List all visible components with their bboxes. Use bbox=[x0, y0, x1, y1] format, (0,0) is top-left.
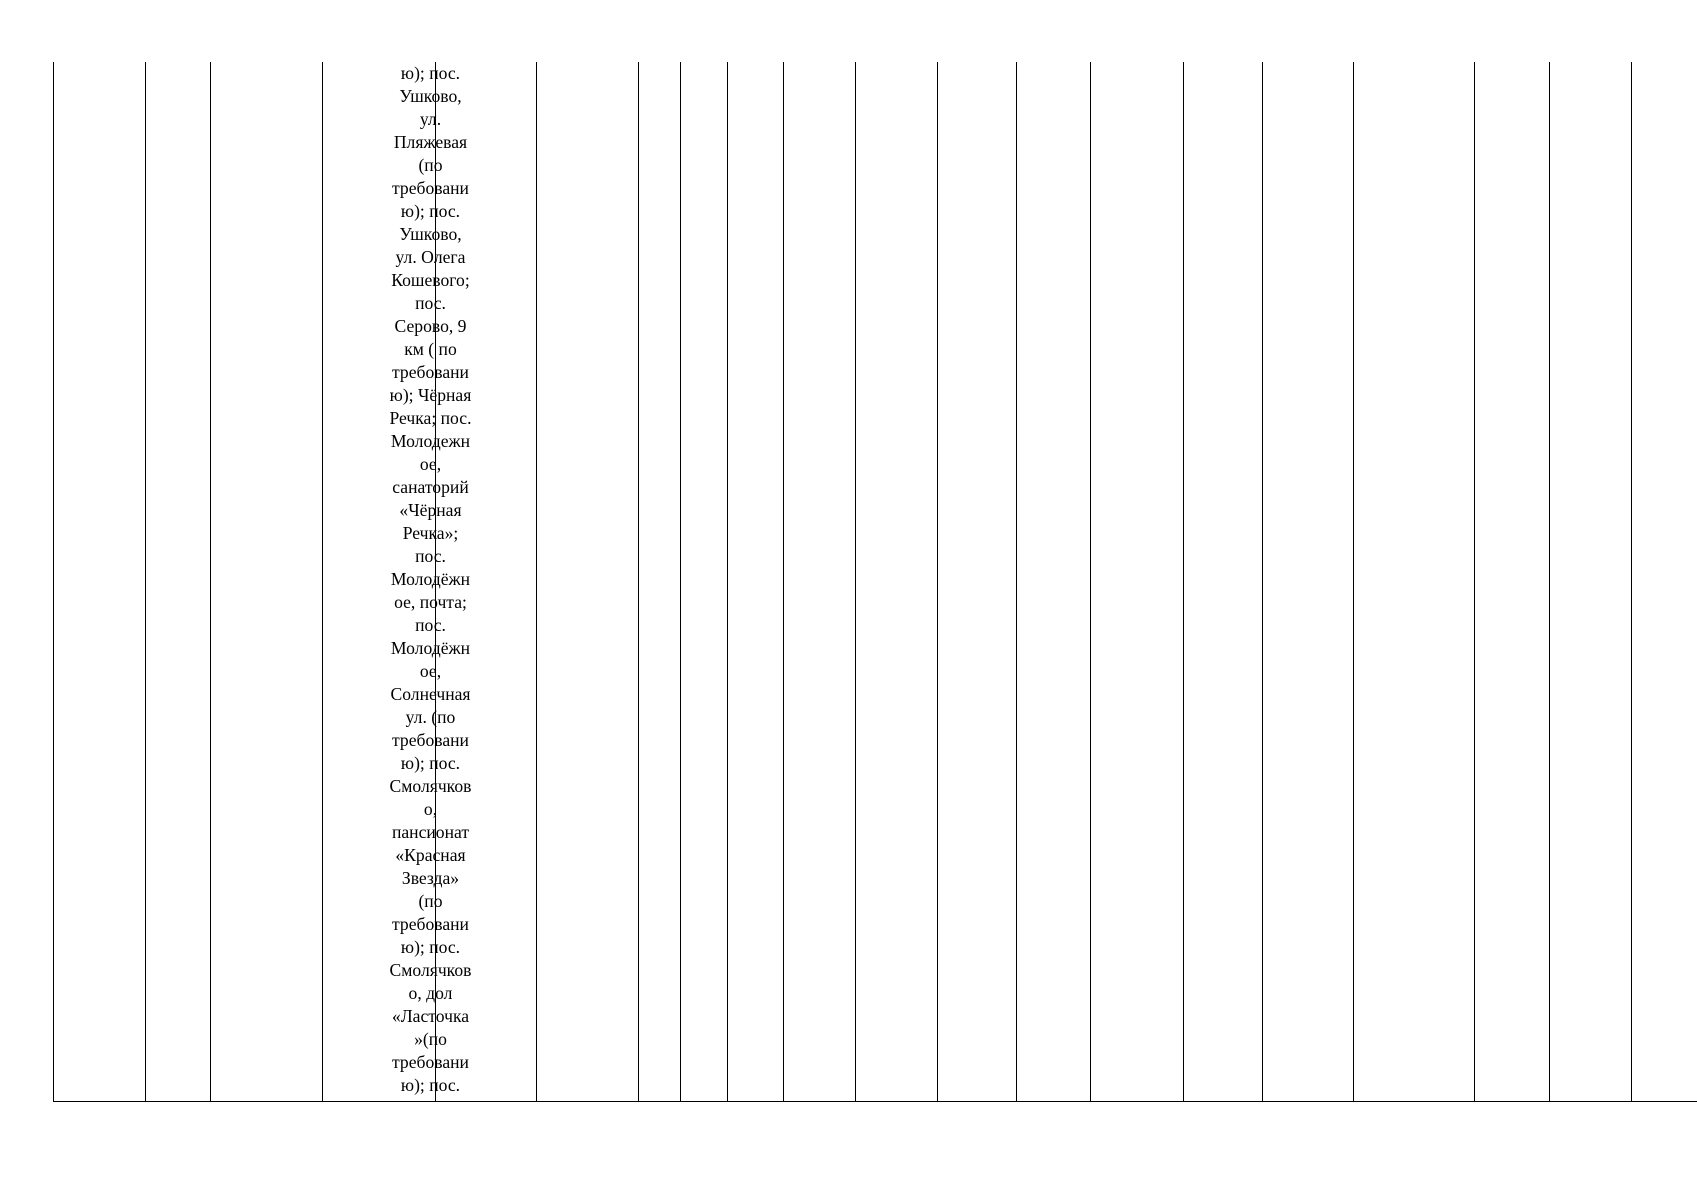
stops-list-line: Смолячков bbox=[389, 776, 472, 796]
stops-list-line: Звезда» bbox=[401, 868, 460, 888]
stops-list-line: Серово, 9 bbox=[394, 316, 467, 336]
column-border bbox=[1474, 62, 1475, 1101]
column-border bbox=[1353, 62, 1354, 1101]
column-border bbox=[536, 62, 537, 1101]
stops-list-line: Речка»; bbox=[402, 523, 459, 543]
schedule-table-fragment bbox=[53, 62, 1697, 1102]
stops-list-line: о, bbox=[423, 799, 438, 819]
stops-list-line: пос. bbox=[415, 546, 446, 566]
column-border bbox=[783, 62, 784, 1101]
stops-list-line: пансионат bbox=[391, 822, 470, 842]
column-border bbox=[937, 62, 938, 1101]
column-border bbox=[1090, 62, 1091, 1101]
stops-list-line: требовани bbox=[392, 914, 469, 934]
stops-list-line: ул. (по bbox=[405, 707, 456, 727]
stops-list-line: ю); пос. bbox=[400, 1075, 461, 1095]
column-border bbox=[638, 62, 639, 1101]
stops-list-line: Молодежн bbox=[390, 431, 471, 451]
column-border bbox=[727, 62, 728, 1101]
stops-list-line: км ( по bbox=[404, 339, 457, 359]
stops-list-line: Смолячков bbox=[389, 960, 472, 980]
column-border bbox=[53, 62, 54, 1101]
stops-list-line: требовани bbox=[392, 1052, 469, 1072]
stops-list-line: Пляжевая bbox=[393, 132, 468, 152]
column-border bbox=[1631, 62, 1632, 1101]
stops-list-line: ю); пос. bbox=[400, 937, 461, 957]
stops-list-line: требовани bbox=[392, 362, 469, 382]
stops-list-line: санаторий bbox=[392, 477, 469, 497]
column-border bbox=[145, 62, 146, 1101]
stops-list-line: Солнечная bbox=[390, 684, 471, 704]
stops-list-line: требовани bbox=[392, 730, 469, 750]
column-border bbox=[1549, 62, 1550, 1101]
stops-list-line: »(по bbox=[414, 1029, 447, 1049]
stops-list-line: (по bbox=[418, 155, 443, 175]
stops-list-line: «Красная bbox=[395, 845, 466, 865]
stops-list-line: Молодёжн bbox=[390, 569, 471, 589]
stops-list-line: пос. bbox=[415, 293, 446, 313]
stops-list-line: ое, почта; bbox=[394, 592, 467, 612]
column-border bbox=[1016, 62, 1017, 1101]
column-border bbox=[322, 62, 323, 1101]
stops-list-text bbox=[374, 62, 487, 1097]
stops-list-line: Молодёжн bbox=[390, 638, 471, 658]
stops-list-line: «Чёрная bbox=[399, 500, 462, 520]
stops-list-line: пос. bbox=[415, 615, 446, 635]
stops-list-line: ое, bbox=[419, 661, 442, 681]
stops-list-line: Ушково, bbox=[399, 86, 462, 106]
stops-list-line: ул. bbox=[419, 109, 442, 129]
stops-list-line: о, дол bbox=[408, 983, 453, 1003]
stops-list-line: ю); пос. bbox=[400, 63, 461, 83]
stops-list-line: (по bbox=[418, 891, 443, 911]
stops-list-line: Речка; пос. bbox=[389, 408, 472, 428]
stops-list-line: «Ласточка bbox=[391, 1006, 470, 1026]
column-border bbox=[1262, 62, 1263, 1101]
stops-list-line: ул. Олега bbox=[395, 247, 466, 267]
column-border bbox=[680, 62, 681, 1101]
stops-list-line: требовани bbox=[392, 178, 469, 198]
stops-list-line: ю); Чёрная bbox=[389, 385, 472, 405]
stops-list-line: Ушково, bbox=[399, 224, 462, 244]
stops-list-line: ю); пос. bbox=[400, 201, 461, 221]
stops-list-line: ое, bbox=[419, 454, 442, 474]
column-border bbox=[855, 62, 856, 1101]
stops-list-cell bbox=[374, 62, 487, 1102]
stops-list-line: ю); пос. bbox=[400, 753, 461, 773]
column-border bbox=[1183, 62, 1184, 1101]
stops-list-line: Кошевого; bbox=[391, 270, 470, 290]
column-border bbox=[210, 62, 211, 1101]
